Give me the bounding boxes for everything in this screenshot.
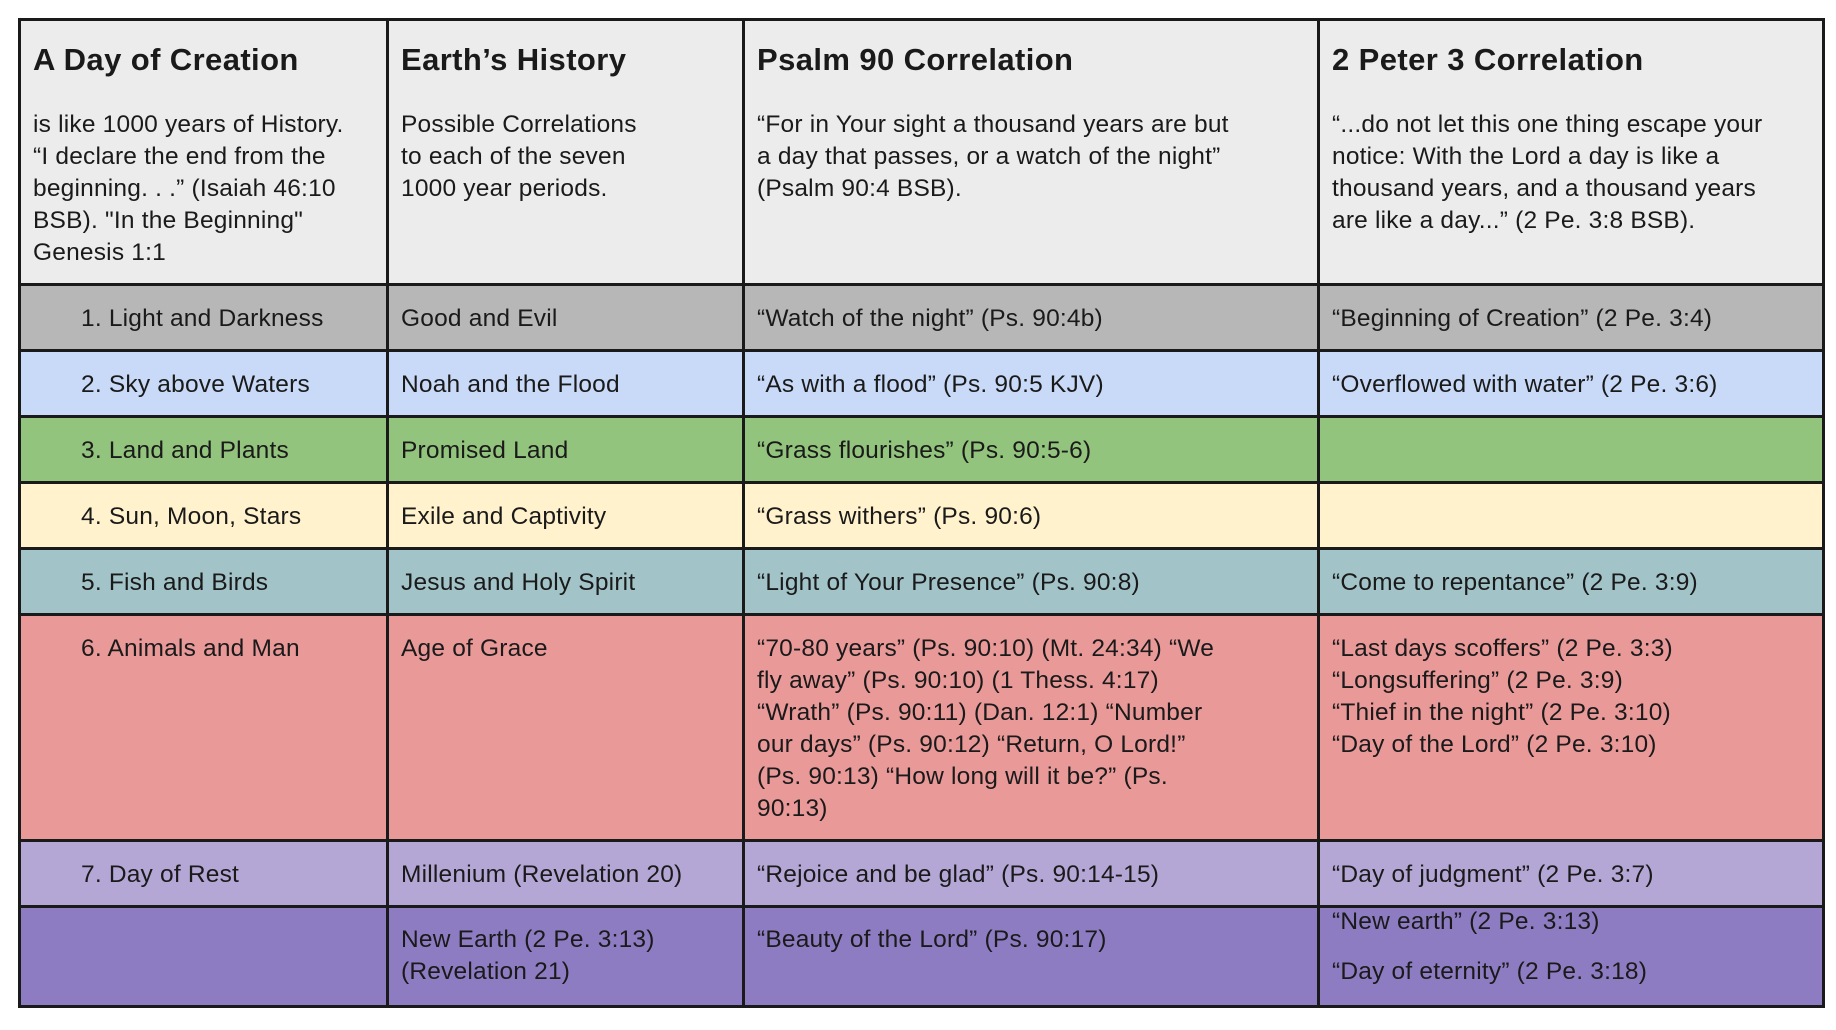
peter-line: “Day of eternity” (2 Pe. 3:18) (1332, 958, 1648, 985)
psalm-cell: “70-80 years” (Ps. 90:10) (Mt. 24:34) “We fly away” (Ps. 90:10) (1 Thess. 4:17) “Wrath” (Ps. 90:11) (Dan. 12:1) “Number our days” (Ps. 90:12) “Return, O Lord!” (Ps. 90:13) “How long will it be?” (Ps. 90:13) (744, 615, 1319, 841)
table-row (20, 549, 1824, 615)
psalm-cell: “Grass flourishes” (Ps. 90:5-6) (744, 417, 1319, 483)
header-cell-earths-history (388, 20, 744, 285)
column-description: “...do not let this one thing escape your notice: With the Lord a day is like a thousand years, and a thousand years are like a day...” (2 Pe. 3:8 BSB). (1332, 111, 1763, 234)
peter-cell: “Day of judgment” (2 Pe. 3:7) (1319, 841, 1824, 907)
peter-cell: “Overflowed with water” (2 Pe. 3:6) (1319, 351, 1824, 417)
peter-cell: “Last days scoffers” (2 Pe. 3:3) “Longsuffering” (2 Pe. 3:9) “Thief in the night” (2 Pe. 3:10) “Day of the Lord” (2 Pe. 3:10) (1319, 615, 1824, 841)
table-header-row (20, 20, 1824, 285)
peter-cell (1319, 417, 1824, 483)
day-cell: 2. Sky above Waters (20, 351, 388, 417)
table-row (20, 907, 1824, 1007)
peter-cell: “Beginning of Creation” (2 Pe. 3:4) (1319, 285, 1824, 351)
column-description: is like 1000 years of History. “I declare the end from the beginning. . .” (Isaiah 46:10 BSB). "In the Beginning" Genesis 1:1 (33, 111, 344, 266)
day-cell: 3. Land and Plants (20, 417, 388, 483)
history-cell: Noah and the Flood (388, 351, 744, 417)
column-description: Possible Correlations to each of the seven 1000 year periods. (401, 111, 637, 202)
history-cell: Exile and Captivity (388, 483, 744, 549)
history-cell: Millenium (Revelation 20) (388, 841, 744, 907)
day-cell: 5. Fish and Birds (20, 549, 388, 615)
column-title: A Day of Creation (33, 42, 299, 77)
column-title: 2 Peter 3 Correlation (1332, 42, 1644, 77)
day-cell: 4. Sun, Moon, Stars (20, 483, 388, 549)
column-title: Earth’s History (401, 42, 627, 77)
psalm-cell: “As with a flood” (Ps. 90:5 KJV) (744, 351, 1319, 417)
table-row (20, 615, 1824, 841)
day-cell (20, 907, 388, 1007)
table-row (20, 841, 1824, 907)
psalm-cell: “Grass withers” (Ps. 90:6) (744, 483, 1319, 549)
history-cell: New Earth (2 Pe. 3:13) (Revelation 21) (388, 907, 744, 1007)
psalm-cell: “Light of Your Presence” (Ps. 90:8) (744, 549, 1319, 615)
peter-cell: “Come to repentance” (2 Pe. 3:9) (1319, 549, 1824, 615)
day-cell: 1. Light and Darkness (20, 285, 388, 351)
day-cell: 6. Animals and Man (20, 615, 388, 841)
history-cell: Age of Grace (388, 615, 744, 841)
psalm-cell: “Rejoice and be glad” (Ps. 90:14-15) (744, 841, 1319, 907)
peter-cell (1319, 483, 1824, 549)
psalm-cell: “Watch of the night” (Ps. 90:4b) (744, 285, 1319, 351)
history-cell: Jesus and Holy Spirit (388, 549, 744, 615)
header-cell-day-of-creation (20, 20, 388, 285)
psalm-cell: “Beauty of the Lord” (Ps. 90:17) (744, 907, 1319, 1007)
column-description: “For in Your sight a thousand years are but a day that passes, or a watch of the night” (Psalm 90:4 BSB). (757, 111, 1229, 202)
history-cell: Promised Land (388, 417, 744, 483)
header-cell-psalm-90 (744, 20, 1319, 285)
table-row (20, 483, 1824, 549)
correlation-table (18, 18, 1825, 1008)
header-cell-2-peter-3 (1319, 20, 1824, 285)
peter-cell (1319, 907, 1824, 1007)
table-row (20, 417, 1824, 483)
peter-line: “New earth” (2 Pe. 3:13) (1332, 908, 1600, 935)
table-row (20, 351, 1824, 417)
history-cell: Good and Evil (388, 285, 744, 351)
day-cell: 7. Day of Rest (20, 841, 388, 907)
correlation-chart (18, 18, 1822, 1008)
table-row (20, 285, 1824, 351)
column-title: Psalm 90 Correlation (757, 42, 1074, 77)
